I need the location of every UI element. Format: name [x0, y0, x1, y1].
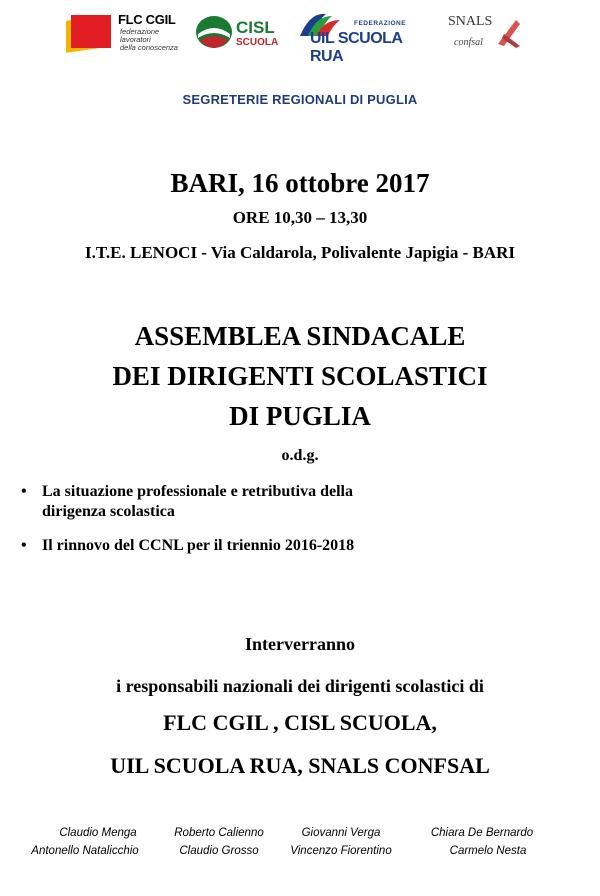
flc-logo-subtitle: federazione lavoratori della conoscenza [120, 27, 178, 52]
assembly-title-line-1: ASSEMBLEA SINDACALE [134, 321, 466, 351]
signatory-name: Claudio Grosso [179, 845, 259, 857]
uil-logo-name: UIL SCUOLA RUA [310, 30, 402, 65]
speakers-description: i responsabili nazionali dei dirigenti scolastici di [116, 676, 484, 696]
flc-logo-name: FLC CGIL [118, 12, 176, 27]
flc-cgil-logo [60, 8, 182, 58]
flc-red-square [71, 15, 111, 48]
cisl-logo-sub: SCUOLA [236, 37, 279, 48]
signatory-name: Claudio Menga [59, 827, 137, 839]
signatory-name: Antonello Natalicchio [31, 845, 139, 857]
snals-mark-icon [494, 16, 522, 50]
snals-logo-name: SNALS [448, 14, 493, 29]
agenda-item: • Il rinnovo del CCNL per il triennio 2016-2018 [21, 537, 355, 554]
agenda-item: • La situazione professionale e retributiva della dirigenza scolastica [21, 483, 353, 520]
regional-secretariats-heading: SEGRETERIE REGIONALI DI PUGLIA [182, 92, 418, 107]
signatory-name: Carmelo Nesta [449, 845, 527, 857]
speakers-orgs-line-2: UIL SCUOLA RUA, SNALS CONFSAL [110, 753, 490, 778]
uil-logo-federazione: FEDERAZIONE [354, 20, 407, 27]
signatories [0, 827, 600, 867]
event-date: BARI, 16 ottobre 2017 [170, 168, 430, 198]
assembly-title-line-2: DEI DIRIGENTI SCOLASTICI [112, 361, 488, 391]
signatory-name: Chiara De Bernardo [430, 827, 534, 839]
cisl-emblem-icon [195, 14, 233, 50]
signatory-name: Vincenzo Fiorentino [290, 845, 392, 857]
snals-confsal-logo [448, 8, 528, 58]
agenda-label: o.d.g. [281, 447, 319, 464]
event-time: ORE 10,30 – 13,30 [232, 208, 368, 227]
speakers-intro: Interverranno [245, 634, 355, 654]
uil-scuola-logo [296, 8, 434, 65]
snals-logo-sub: confsal [454, 37, 483, 48]
cisl-logo-name: CISL [236, 18, 275, 37]
assembly-title-line-3: DI PUGLIA [229, 401, 371, 431]
bullet-icon: • [21, 537, 27, 554]
agenda-list [18, 482, 578, 570]
signatory-name: Giovanni Verga [301, 827, 381, 839]
assembly-title [0, 316, 600, 436]
speakers-orgs-line-1: FLC CGIL , CISL SCUOLA, [163, 710, 437, 735]
bullet-icon: • [21, 483, 27, 500]
signatory-name: Roberto Calienno [174, 827, 264, 839]
logos-band [0, 8, 600, 65]
event-place: I.T.E. LENOCI - Via Caldarola, Polivalente Japigia - BARI [84, 243, 516, 262]
cisl-scuola-logo [195, 8, 287, 58]
